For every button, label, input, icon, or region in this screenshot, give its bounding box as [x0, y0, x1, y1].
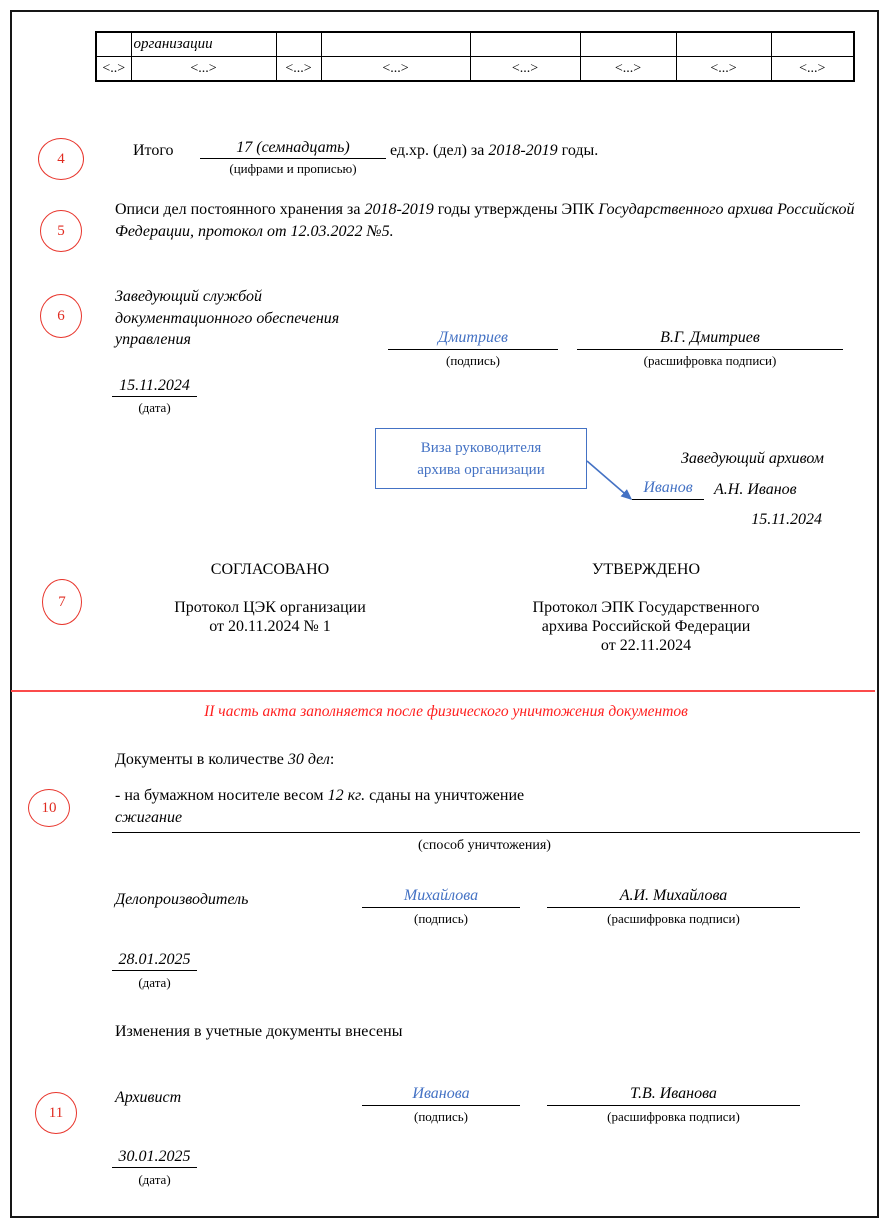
date-caption: (дата) — [138, 400, 171, 415]
summary-table — [95, 31, 855, 82]
signature-blank — [388, 328, 558, 350]
archivist-role: Архивист — [115, 1089, 182, 1106]
clerk-transcript-blank — [547, 886, 800, 908]
archivist-date-value: 30.01.2025 — [118, 1148, 191, 1165]
table-cell — [676, 32, 771, 57]
total-tail — [390, 141, 598, 161]
annotation-number: 7 — [58, 593, 66, 610]
archivist-transcript-blank — [547, 1084, 800, 1106]
clerk-date-value: 28.01.2025 — [118, 951, 191, 968]
archivist-signature-caption: (подпись) — [414, 1109, 468, 1124]
total-tail-years: 2018-2019 — [488, 142, 558, 159]
annotation-circle-10 — [28, 789, 70, 827]
table-cell: <..> — [96, 57, 131, 82]
annotation-number: 11 — [48, 1104, 64, 1121]
approved-block — [521, 560, 771, 655]
clerk-signature-caption: (подпись) — [414, 911, 468, 926]
annotation-circle-7 — [42, 579, 82, 625]
table-cell: организации — [131, 32, 276, 57]
table-cell — [580, 32, 676, 57]
table-cell: <...> — [321, 57, 470, 82]
destruction-method-caption: (способ уничтожения) — [418, 838, 551, 853]
date-blank — [112, 376, 197, 397]
carrier-post: сданы на уничтожение — [365, 787, 525, 804]
annotation-number: 4 — [57, 150, 65, 167]
agreed-line2: от 20.11.2024 № 1 — [209, 618, 331, 635]
role-title-doc-service: Заведующий службой документационного обеспечения управления — [115, 288, 340, 348]
annotation-number: 10 — [41, 799, 57, 816]
approved-line1: Протокол ЭПК Государственного — [532, 599, 760, 616]
visa-callout-box — [375, 428, 587, 489]
total-value-blank — [200, 138, 386, 159]
carrier-weight: 12 кг. — [327, 787, 366, 804]
agreed-title: СОГЛАСОВАНО — [210, 561, 330, 578]
signature-caption: (подпись) — [446, 353, 500, 368]
changes-note: Изменения в учетные документы внесены — [115, 1023, 403, 1040]
spacer — [521, 580, 771, 598]
archivist-signature-blank — [362, 1084, 520, 1106]
docs-count-value: 30 дел — [287, 751, 330, 768]
table-cell — [470, 32, 580, 57]
agreed-line1: Протокол ЦЭК организации — [174, 599, 366, 616]
part2-divider — [11, 690, 875, 692]
approval-years: 2018-2019 — [364, 201, 434, 218]
total-tail-text: ед.хр. (дел) за — [390, 142, 489, 159]
transcript-caption: (расшифровка подписи) — [643, 353, 777, 368]
archive-head-role: Заведующий архивом — [680, 450, 824, 467]
clerk-transcript-value: А.И. Михайлова — [619, 887, 728, 904]
annotation-number: 6 — [57, 307, 65, 324]
signature-value: Дмитриев — [438, 329, 508, 346]
archivist-date-blank — [112, 1147, 197, 1168]
table-cell: <...> — [676, 57, 771, 82]
transcript-blank — [577, 328, 843, 350]
visa-callout-line2: архива организации — [417, 461, 545, 478]
archive-head-date: 15.11.2024 — [751, 511, 822, 528]
clerk-role: Делопроизводитель — [115, 891, 249, 908]
approval-archive-ref: Государственного архива Российской Федерации, протокол от 12.03.2022 №5. — [115, 201, 855, 240]
table-cell — [276, 32, 321, 57]
archivist-transcript-caption: (расшифровка подписи) — [607, 1109, 740, 1124]
carrier-line — [115, 786, 524, 806]
table-cell — [96, 32, 131, 57]
annotation-circle-6 — [40, 294, 82, 338]
total-value: 17 (семнадцать) — [236, 139, 350, 156]
table-cell — [321, 32, 470, 57]
destruction-method-value: сжигание — [115, 809, 183, 826]
annotation-circle-11 — [35, 1092, 77, 1134]
docs-count-post: : — [329, 751, 335, 768]
clerk-date-blank — [112, 950, 197, 971]
agreed-block — [145, 560, 395, 636]
annotation-circle-4 — [38, 138, 84, 180]
approved-line3: от 22.11.2024 — [600, 637, 692, 654]
archivist-signature-value: Иванова — [412, 1085, 470, 1102]
table-cell: <...> — [470, 57, 580, 82]
docs-count-pre: Документы в количестве — [115, 751, 288, 768]
archive-head-name: А.Н. Иванов — [714, 481, 797, 498]
archivist-transcript-value: Т.В. Иванова — [630, 1085, 717, 1102]
archive-head-signature-value: Иванов — [643, 479, 693, 496]
docs-count-line — [115, 750, 334, 770]
annotation-number: 5 — [57, 222, 65, 239]
summary-table-grid — [95, 31, 855, 82]
archive-head-signature — [632, 478, 704, 500]
approval-mid: годы утверждены ЭПК — [433, 201, 599, 218]
destruction-method-blank — [112, 808, 860, 833]
clerk-signature-blank — [362, 886, 520, 908]
total-caption: (цифрами и прописью) — [229, 161, 357, 176]
approval-paragraph — [115, 199, 863, 243]
total-tail-post: годы. — [557, 142, 599, 159]
total-label: Итого — [133, 142, 174, 159]
clerk-signature-value: Михайлова — [403, 887, 479, 904]
table-cell: <...> — [580, 57, 676, 82]
transcript-value: В.Г. Дмитриев — [660, 329, 760, 346]
archivist-date-caption: (дата) — [138, 1172, 171, 1187]
carrier-pre: - на бумажном носителе весом — [115, 787, 328, 804]
table-cell: <...> — [771, 57, 854, 82]
part2-note: II часть акта заполняется после физического уничтожения документов — [204, 703, 688, 720]
approved-title: УТВЕРЖДЕНО — [591, 561, 700, 578]
table-cell: <...> — [131, 57, 276, 82]
clerk-transcript-caption: (расшифровка подписи) — [607, 911, 740, 926]
visa-callout-line1: Виза руководителя — [420, 439, 542, 456]
table-cell — [771, 32, 854, 57]
table-cell: <...> — [276, 57, 321, 82]
clerk-date-caption: (дата) — [138, 975, 171, 990]
annotation-circle-5 — [40, 210, 82, 252]
date-value: 15.11.2024 — [119, 377, 190, 394]
approved-line2: архива Российской Федерации — [541, 618, 751, 635]
spacer — [145, 580, 395, 598]
approval-text: Описи дел постоянного хранения за — [115, 201, 365, 218]
